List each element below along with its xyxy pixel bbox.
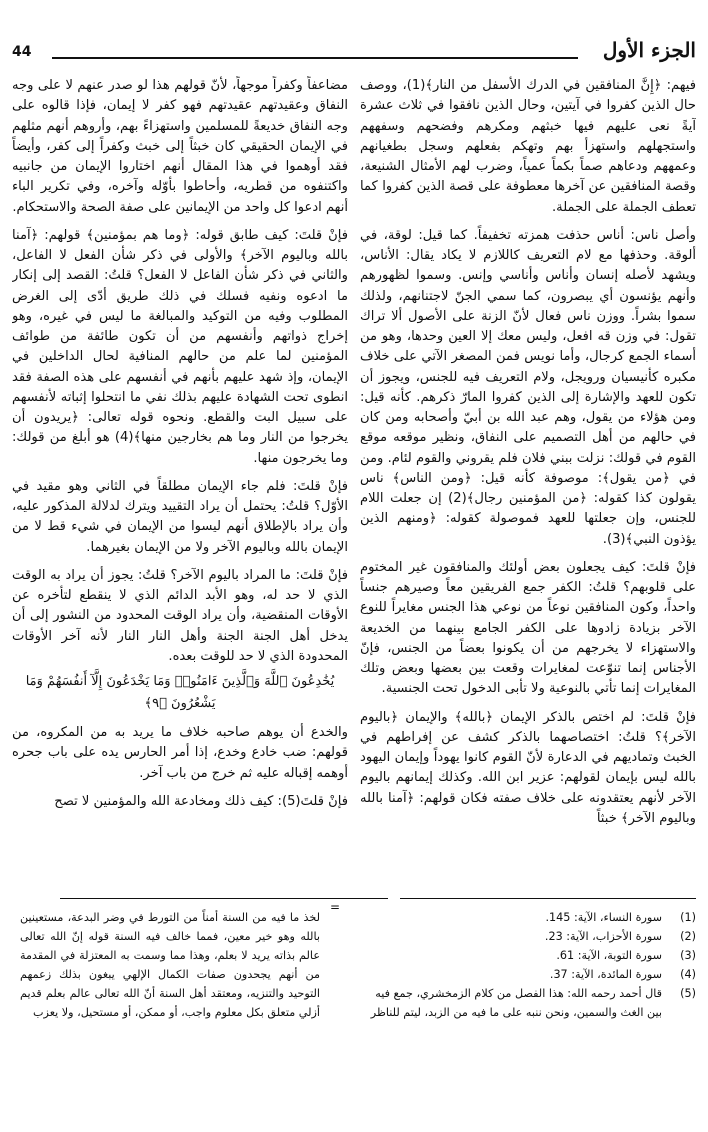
paragraph: والخدع أن يوهم صاحبه خلاف ما يريد به من المكروه، من قولهم: ضب خادع وخدع، إذا أمر الحارس يده على باب جحره أوهمه إقباله عليه ثم خرج من باب آخر. (12, 725, 348, 781)
paragraph: فإنْ قلتَ: كيف يجعلون بعض أولئك والمنافقون غير المختوم على قلوبهم؟ قلتُ: الكفر جمع الفريقين معاً وصيرهم جنساً واحداً، وكون المنافقين نوعاً من نوعي هذا الجنس مغايراً للنوع الآخر بزيادة زادوها على الكفر الجامع بينهما من الخديعة والاستهزاء لا يخرجهم من أن يكونوا بعضاً من الجنس، فإنّ الأجناس إنما تنوّعت لمغايرات وقعت بين بعضها وبعض وتلك المغايرات إنما تأتي بالنوعية ولا تأبى الدخول تحت الجنسية. (360, 559, 696, 697)
footnotes-left (20, 908, 320, 1022)
footnotes-right (366, 908, 696, 1022)
page-header (12, 38, 696, 68)
footnote-number: (3) (680, 949, 696, 962)
footnote-divider-left (60, 898, 388, 899)
page-number: 44 (12, 44, 32, 60)
paragraph: وأصل ناس: أناس حذفت همزته تخفيفاً. كما قيل: لوقة، في ألوقة. وحذفها مع لام التعريف كاللازم لا يكاد يقال: الأناس، ويشهد لأصله إنسان وأناس وأناسي وإنس. وسموا لظهورهم وأنهم يؤنسون أي يبصرون، كما سمي الجنّ لاجتنانهم، ولذلك سموا بشراً. ووزن ناس فعال لأنّ الزنة على الأصول ألا تراك تقول: في وزن قه افعل، وليس معك إلا العين وحدها، وهو من أسماء الجمع كرجال، وأما نويس فمن المصغر الآتي على خلاف مكبره كأنيسيان ورويجل، ولام التعريف فيه للجنس، ويجوز أن تكون للعهد والإشارة إلى الذين كفروا المارّ ذكرهم. كأنه قيل: ومن هؤلاء من يقول، وهم عبد الله بن أبيّ وأصحابه ومن كان في حالهم من أهل التصميم على النفاق، ونظير موقعه موقع القوم في قولك: نزلت ببني فلان فلم يقروني والقوم لئام. ومن في ﴿من يقول﴾: موصوفة كأنه قيل: ﴿ومن الناس﴾ ناس يقولون كذا كقوله: ﴿من المؤمنين رجال﴾(2) إن جعلت اللام للجنس، وإن جعلتها للعهد فموصولة كقوله: ﴿ومنهم الذين يؤذون النبي﴾(3). (360, 227, 696, 547)
footnote-number: (4) (680, 968, 696, 981)
footnote-continuation: لخذ ما فيه من السنة أمناً من التورط في وضر البدعة، مستعينين بالله وهو خير معين، فمما خالف فيه السنة قوله إنّ الله تعالى عالم بذاته يريد لا بعلم، وهذا مما وسمت به المعتزلة في المقدمة من أنهم يجحدون صفات الكمال الإلهي يبغون بذلك زعمهم التوحيد والتنزيه، ومعتقد أهل السنة أنّ الله تعالى عالم بعلم قديم أزلي متعلق بكل معلوم واجب، أو ممكن، أو مستحيل، ولا يعزب (20, 911, 320, 1019)
paragraph: مضاعفاً وكفراً موجهاً، لأنّ قولهم هذا لو صدر عنهم لا على وجه النفاق وعقيدتهم عقيدتهم فهو كفر لا إيمان، فإذا قالوه على وجه النفاق خديعةً للمسلمين واستهزاءً بهم، وأروهم أنهم مثلهم في الإيمان الحقيقي كان خبثاً إلى خبث وكفراً إلى كفر، وأيضاً فقد أوهموا في هذا المقال أنهم اختاروا الإيمان من جانبيه واكتنفوه من قطريه، وأحاطوا بأوّله وآخره، وفي تكرير الباء أنهم ادعوا كل واحد من الإيمانين على صفة الصحة والاستحكام. (12, 78, 348, 215)
paragraph: فإنْ قلتَ: كيف طابق قوله: ﴿وما هم بمؤمنين﴾ قولهم: ﴿آمنا بالله وباليوم الآخر﴾ والأولى في ذكر شأن الفعل لا الفاعل، والثاني في ذكر شأن الفاعل لا الفعل؟ قلتُ: القصد إلى إنكار ما ادعوه ونفيه فسلك في ذلك طريق أدّى إلى الغرض المطلوب وفيه من التوكيد والمبالغة ما ليس في غيره، وهو إخراج ذواتهم وأنفسهم من أن تكون طائفة من طوائف المؤمنين لما علم من حالهم المنافية لحال الداخلين في الإيمان، وإذ شهد عليهم بأنهم في أنفسهم على هذه الصفة فقد انطوى تحت الشهادة عليهم بذلك نفي ما انتحلوا إثباته لأنفسهم على سبيل البت والقطع. ونحوه قوله تعالى: ﴿يريدون أن يخرجوا من النار وما هم بخارجين منها﴾(4) هو أبلغ من قولك: وما يخرجون منها. (12, 227, 348, 466)
footnote (366, 965, 696, 984)
footnote-number: (1) (680, 911, 696, 924)
footnote-number: (5) (680, 987, 696, 1000)
footnote-number: (2) (680, 930, 696, 943)
paragraph: فيهم: ﴿إِنَّ المنافقين في الدرك الأسفل من النار﴾(1)، ووصف حال الذين كفروا في آيتين، وحال الذين نافقوا في ثلاث عشرة آيةً نعى عليهم فيها خبثهم ومكرهم وفضحهم وسفههم واستجهلهم واستهزأ بهم وتهكم بفعلهم وسجل بطغيانهم وعمههم ودعاهم صماً بكماً عمياً، وضرب لهم الأمثال الشنيعة، وقصة المنافقين عن آخرها معطوفة على قصة الذين كفروا كما تعطف الجملة على الجملة. (360, 78, 696, 215)
paragraph: فإنْ قلتَ: ما المراد باليوم الآخر؟ قلتُ: يجوز أن يراد به الوقت الذي لا حد له، وهو الأبد الدائم الذي لا ينقطع لتأخره عن الأوقات المنقضية، وأن يراد الوقت المحدود من النشور إلى أن يدخل أهل الجنة الجنة وأهل النار النار لأنه آخر الأوقات المحدودة الذي لا حد للوقت بعده. (12, 567, 348, 664)
paragraph: فإنْ قلتَ(5): كيف ذلك ومخادعة الله والمؤمنين لا تصح (54, 793, 348, 809)
left-column (12, 76, 348, 888)
footnote (366, 927, 696, 946)
footnote-continuation-marker: = (330, 900, 341, 914)
part-title: الجزء الأول (602, 38, 696, 62)
footnote (366, 908, 696, 927)
footnote-text: سورة الأحزاب، الآية: 23. (544, 930, 662, 943)
footnote-text: سورة النساء، الآية: 145. (545, 911, 662, 924)
paragraph: فإنْ قلتَ: لم اختص بالذكر الإيمان ﴿بالله﴾ والإيمان ﴿باليوم الآخر﴾؟ قلتُ: اختصاصهما بالذكر كشف عن إفراطهم في الخبث وتماديهم في الدعارة لأنّ القوم كانوا يهوداً وإيمان اليهود بالله ليس بإيمان لقولهم: عزير ابن الله. وكذلك إيمانهم باليوم الآخر لأنهم يعتقدونه على خلاف صفته فكان قولهم: ﴿آمنا بالله وباليوم الآخر﴾ خبثاً (360, 709, 696, 826)
footnote-text: سورة المائدة، الآية: 37. (549, 968, 662, 981)
quran-verse: يُخَٰدِعُونَ ٱللَّهَ وَٱلَّذِينَ ءَامَنُوا۟ وَمَا يَخْدَعُونَ إِلَّآ أَنفُسَهُمْ وَمَا يَشْعُرُونَ ﴿٩﴾ (25, 674, 335, 711)
footnote-text: قال أحمد رحمه الله: هذا الفصل من كلام الزمخشري، جمع فيه بين الغث والسمين، ونحن ننبه على ما فيه من الزبد، ليتم للناظر (370, 987, 662, 1019)
header-rule (52, 57, 578, 59)
footnote-text: سورة التوبة، الآية: 61. (556, 949, 662, 962)
paragraph: فإنْ قلتَ: فلم جاء الإيمان مطلقاً في الثاني وهو مقيد في الأوّل؟ قلتُ: يحتمل أن يراد التقييد ويترك لدلالة المذكور عليه، وأن يراد بالإطلاق أنهم ليسوا من الإيمان في شيء قط لا من الإيمان بالله وباليوم الآخر ولا من الإيمان بغيرهما. (12, 478, 348, 555)
footnote (366, 946, 696, 965)
footnote (366, 984, 696, 1022)
right-column (360, 76, 696, 888)
footnote-divider-right (400, 898, 696, 899)
